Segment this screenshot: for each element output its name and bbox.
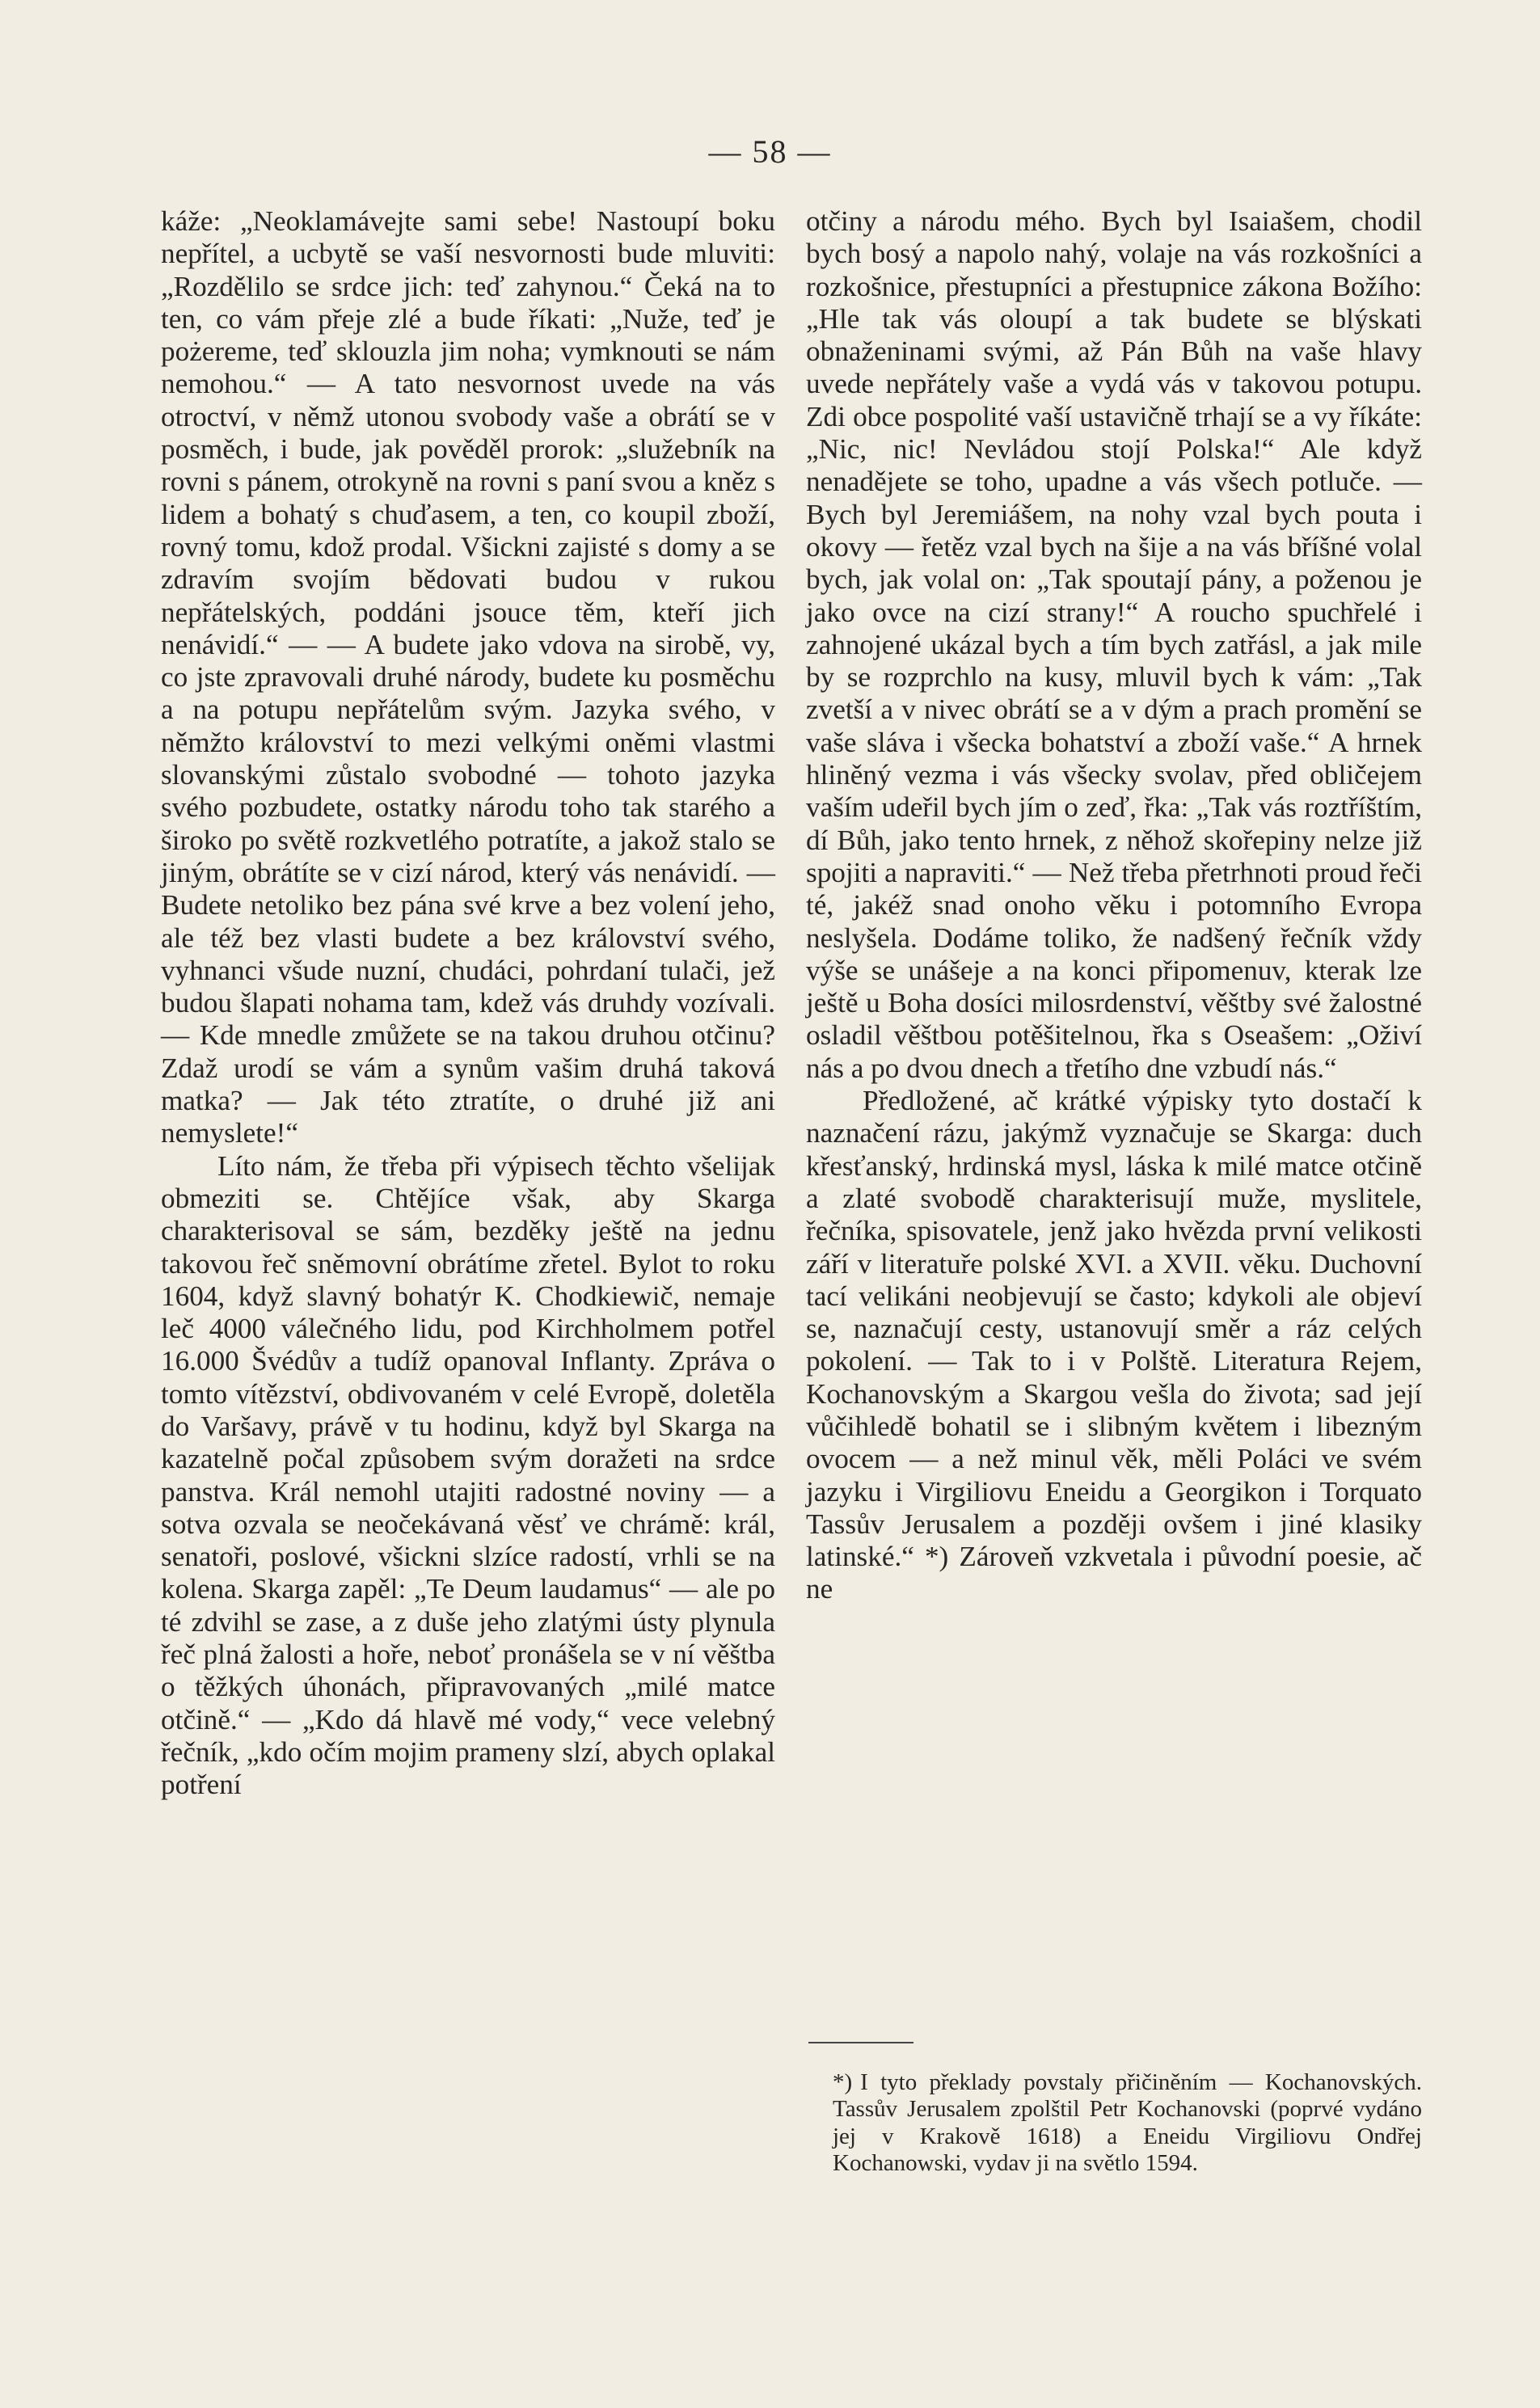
footnote-text: I tyto překlady povstaly přičiněním — Kochanovských. Tassův Jerusalem zpolštil Petr Kochanovski (poprvé vydáno jej v Krakově 1618) a Eneidu Virgiliovu Ondřej Kochanowski, vydav ji na světlo 1594.: [833, 2069, 1422, 2177]
footnote: [833, 2069, 1422, 2178]
right-paragraph-1: otčiny a národu mého. Bych byl Isaiašem, chodil bych bosý a napolo nahý, volaje na vás rozkošníci a rozkošnice, přestupníci a přestupnice zákona Božího: „Hle tak vás oloupí a tak budete se blýskati obnaženinami svými, až Pán Bůh na vaše hlavy uvede nepřátely vaše a vydá vás v takovou potupu. Zdi obce pospolité vaší ustavičně trhají se a vy říkáte: „Nic, nic! Nevládou stojí Polska!“ Ale když nenadějete se toho, upadne a vás všech potluče. — Bych byl Jeremiášem, na nohy vzal bych pouta i okovy — řetěz vzal bych na šije a na vás bříšné volal bych, jak volal on: „Tak spoutají pány, a poženou je jako ovce na cizí strany!“ A roucho spuchřelé i zahnojené ukázal bych a tím bych zatřásl, a jak mile by se rozprchlo na kusy, mluvil bych k vám: „Tak zvetší a v nivec obrátí se a v dým a prach promění se vaše sláva i všecka bohatství a zboží vaše.“ A hrnek hliněný vezma i vás všecky svolav, před obličejem vaším udeřil bych jím o zeď, řka: „Tak vás roztříštím, dí Bůh, jako tento hrnek, z něhož skořepiny nelze již spojiti a napraviti.“ — Než třeba přetrhnoti proud řeči té, jakéž snad onoho věku i potomního Evropa neslyšela. Dodáme toliko, že nadšený řečník vždy výše se unášeje a na konci připomenuv, kterak lze ještě u Boha dosíci milosrdenství, věštby své žalostné osladil věštbou potěšitelnou, řka s Oseašem: „Oživí nás a po dvou dnech a třetího dne vzbudí nás.“: [806, 205, 1422, 1084]
footnote-mark: *): [833, 2069, 853, 2095]
left-paragraph-1: káže: „Neoklamávejte sami sebe! Nastoupí boku nepřítel, a ucbytě se vaší nesvornosti bude mluviti: „Rozdělilo se srdce jich: teď zahynou.“ Čeká na to ten, co vám přeje zlé a bude říkati: „Nuže, teď je pożereme, teď sklouzla jim noha; vymknouti se nám nemohou.“ — A tato nesvornost uvede na vás otroctví, v němž utonou svobody vaše a obrátí se v posměch, i bude, jak pověděl prorok: „služebník na rovni s pánem, otrokyně na rovni s paní svou a kněz s lidem a bohatý s chuďasem, a ten, co koupil zboží, rovný tomu, kdož prodal. Všickni zajisté s domy a se zdravím svojím bědovati budou v rukou nepřátelských, poddáni jsouce těm, kteří jich nenávidí.“ — — A budete jako vdova na sirobě, vy, co jste zpravovali druhé národy, budete ku posměchu a na potupu nepřátelům svým. Jazyka svého, v němžto království to mezi velkými oněmi vlastmi slovanskými zůstalo svobodné — tohoto jazyka svého pozbudete, ostatky národu toho tak starého a široko po světě rozkvetlého potratíte, a jakož stalo se jiným, obrátíte se v cizí národ, který vás nenávidí. — Budete netoliko bez pána své krve a bez volení jeho, ale též bez vlasti budete a bez království svého, vyhnanci všude nuzní, chudáci, pohrdaní tulači, jež budou šlapati nohama tam, kdež vás druhdy vozívali. — Kde mnedle zmůžete se na takou druhou otčinu? Zdaž urodí se vám a synům vašim druhá taková matka? — Jak této ztratíte, o druhé již ani nemyslete!“: [161, 205, 775, 1149]
left-column: [161, 205, 775, 1802]
left-paragraph-2: Líto nám, že třeba při výpisech těchto všelijak obmeziti se. Chtějíce však, aby Skarga charakterisoval se sám, bezděky ještě na jednu takovou řeč sněmovní obrátíme zřetel. Bylot to roku 1604, když slavný bohatýr K. Chodkiewič, nemaje leč 4000 válečného lidu, pod Kirchholmem potřel 16.000 Švédův a tudíž opanoval Inflanty. Zpráva o tomto vítězství, obdivovaném v celé Evropě, doletěla do Varšavy, právě v tu hodinu, když byl Skarga na kazatelně počal způsobem svým doražeti na srdce panstva. Král nemohl utajiti radostné noviny — a sotva ozvala se neočekávaná věsť ve chrámě: král, senatoři, poslové, všickni slzíce radostí, vrhli se na kolena. Skarga zapěl: „Te Deum laudamus“ — ale po té zdvihl se zase, a z duše jeho zlatými ústy plynula řeč plná žalosti a hoře, neboť pronášela se v ní věštba o těžkých úhonách, připravovaných „milé matce otčině.“ — „Kdo dá hlavě mé vody,“ vece velebný řečník, „kdo očím mojim prameny slzí, abych oplakal potření: [161, 1149, 775, 1801]
right-paragraph-2: Předložené, ač krátké výpisky tyto dostačí k naznačení rázu, jakýmž vyznačuje se Skarga: duch křesťanský, hrdinská mysl, láska k milé matce otčině a zlaté svobodě charakterisují muže, myslitele, řečníka, spisovatele, jenž jako hvězda první velikosti září v literatuře polské XVI. a XVII. věku. Duchovní tací velikáni neobjevují se často; kdykoli ale objeví se, naznačují cesty, ustanovují směr a ráz celých pokolení. — Tak to i v Polště. Literatura Rejem, Kochanovským a Skargou vešla do života; sad její vůčihledě bohatil se i slibným květem i libezným ovocem — a než minul věk, měli Poláci ve svém jazyku i Virgiliovu Eneidu a Georgikon i Torquato Tassův Jerusalem a později ovšem i jiné klasiky latinské.“ *) Zároveň vzkvetala i původní poesie, ač ne: [806, 1085, 1422, 1605]
right-column: [806, 205, 1422, 1606]
page-number: — 58 —: [708, 133, 832, 170]
footnote-divider: [808, 2042, 913, 2043]
